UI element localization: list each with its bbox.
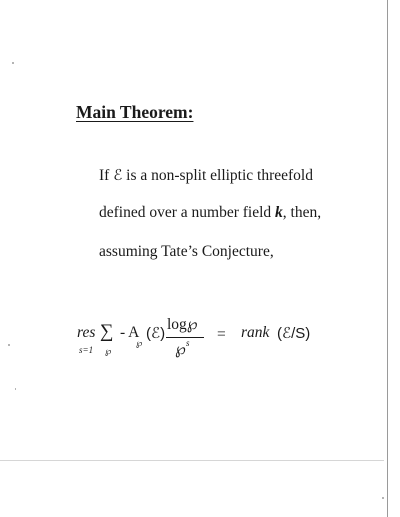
number-field-symbol: k — [275, 204, 283, 221]
threefold-symbol: ℰ — [113, 167, 123, 184]
formula-denominator: ℘ — [175, 341, 186, 358]
formula-res: res — [77, 324, 96, 341]
line2-pre: defined over a number field — [99, 204, 276, 221]
formula-res-subscript: s=1 — [79, 345, 94, 355]
formula-sum-subscript: ℘ — [105, 346, 112, 356]
theorem-line-1 — [99, 166, 313, 185]
scan-speck — [12, 62, 14, 64]
formula-rank-argument: (ℰ/S) — [277, 325, 311, 342]
scan-speck — [15, 388, 16, 390]
line1-pre: If — [99, 167, 114, 184]
formula-e-argument: (ℰ) — [146, 325, 166, 342]
theorem-line-2 — [99, 204, 321, 222]
fraction-bar — [166, 337, 204, 338]
formula-minus-a: - A — [120, 324, 140, 341]
scan-speck — [8, 344, 10, 346]
theorem-line-3: assuming Tate’s Conjecture, — [99, 243, 274, 260]
formula — [74, 312, 374, 366]
line2-post: , then, — [282, 204, 322, 221]
bottom-rule — [0, 460, 384, 461]
formula-sum: ∑ — [100, 321, 114, 342]
formula-numerator: log℘ — [167, 316, 198, 333]
line1-post: is a non-split elliptic threefold — [122, 167, 313, 184]
formula-rank: rank — [241, 324, 270, 341]
formula-equals: = — [217, 326, 226, 343]
page-edge — [387, 0, 388, 517]
theorem-heading: Main Theorem: — [76, 102, 194, 122]
formula-denominator-exponent: s — [186, 338, 190, 348]
scan-speck — [382, 497, 384, 499]
formula-a-subscript: ℘ — [136, 338, 143, 348]
